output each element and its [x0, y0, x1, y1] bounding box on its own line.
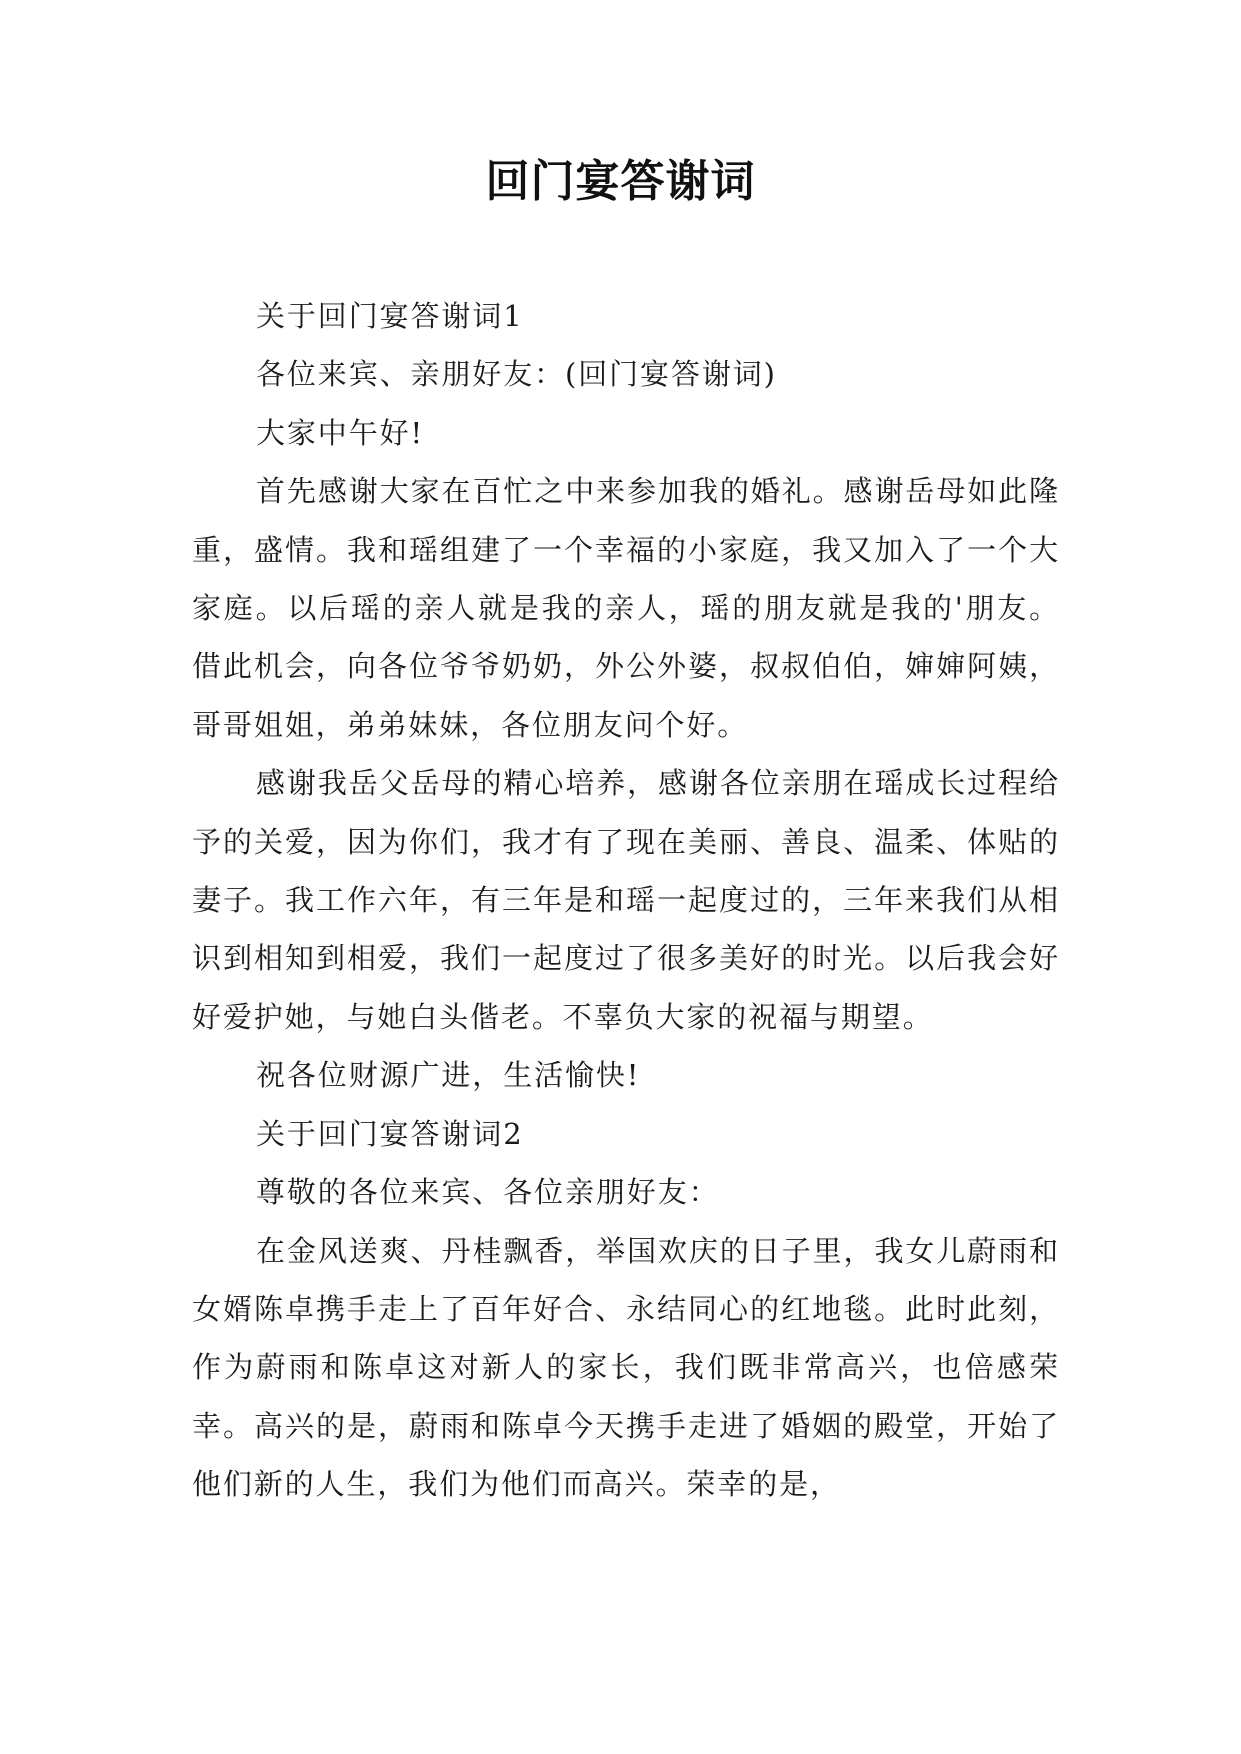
- section-heading-2: 关于回门宴答谢词2: [256, 1116, 524, 1151]
- salutation-paragraph: 各位来宾、亲朋好友：(回门宴答谢词): [256, 357, 777, 392]
- salutation-paragraph: 尊敬的各位来宾、各位亲朋好友：: [256, 1175, 720, 1210]
- document-title: 回门宴答谢词: [485, 156, 756, 207]
- greeting-paragraph: 大家中午好!: [256, 415, 425, 450]
- body-paragraph: 在金风送爽、丹桂飘香，举国欢庆的日子里，我女儿蔚雨和女婿陈卓携手走上了百年好合、永结同心的红地毯。此时此刻，作为蔚雨和陈卓这对新人的家长，我们既非常高兴，也倍感荣幸。高兴的是，蔚雨和陈卓今天携手走进了婚姻的殿堂，开始了他们新的人生，我们为他们而高兴。荣幸的是，: [192, 1233, 1060, 1502]
- body-paragraph: 感谢我岳父岳母的精心培养，感谢各位亲朋在瑶成长过程给予的关爱，因为你们，我才有了现在美丽、善良、温柔、体贴的妻子。我工作六年，有三年是和瑶一起度过的，三年来我们从相识到相知到相爱，我们一起度过了很多美好的时光。以后我会好好爱护她，与她白头偕老。不辜负大家的祝福与期望。: [192, 766, 1060, 1034]
- wishes-paragraph: 祝各位财源广进，生活愉快!: [256, 1058, 641, 1093]
- section-heading-1: 关于回门宴答谢词1: [256, 299, 524, 333]
- body-paragraph: 首先感谢大家在百忙之中来参加我的婚礼。感谢岳母如此隆重，盛情。我和瑶组建了一个幸福的小家庭，我又加入了一个大家庭。以后瑶的亲人就是我的亲人，瑶的朋友就是我的'朋友。借此机会，向各位爷爷奶奶，外公外婆，叔叔伯伯，婶婶阿姨，哥哥姐姐，弟弟妹妹，各位朋友问个好。: [192, 474, 1060, 742]
- document-body: [192, 287, 1060, 1514]
